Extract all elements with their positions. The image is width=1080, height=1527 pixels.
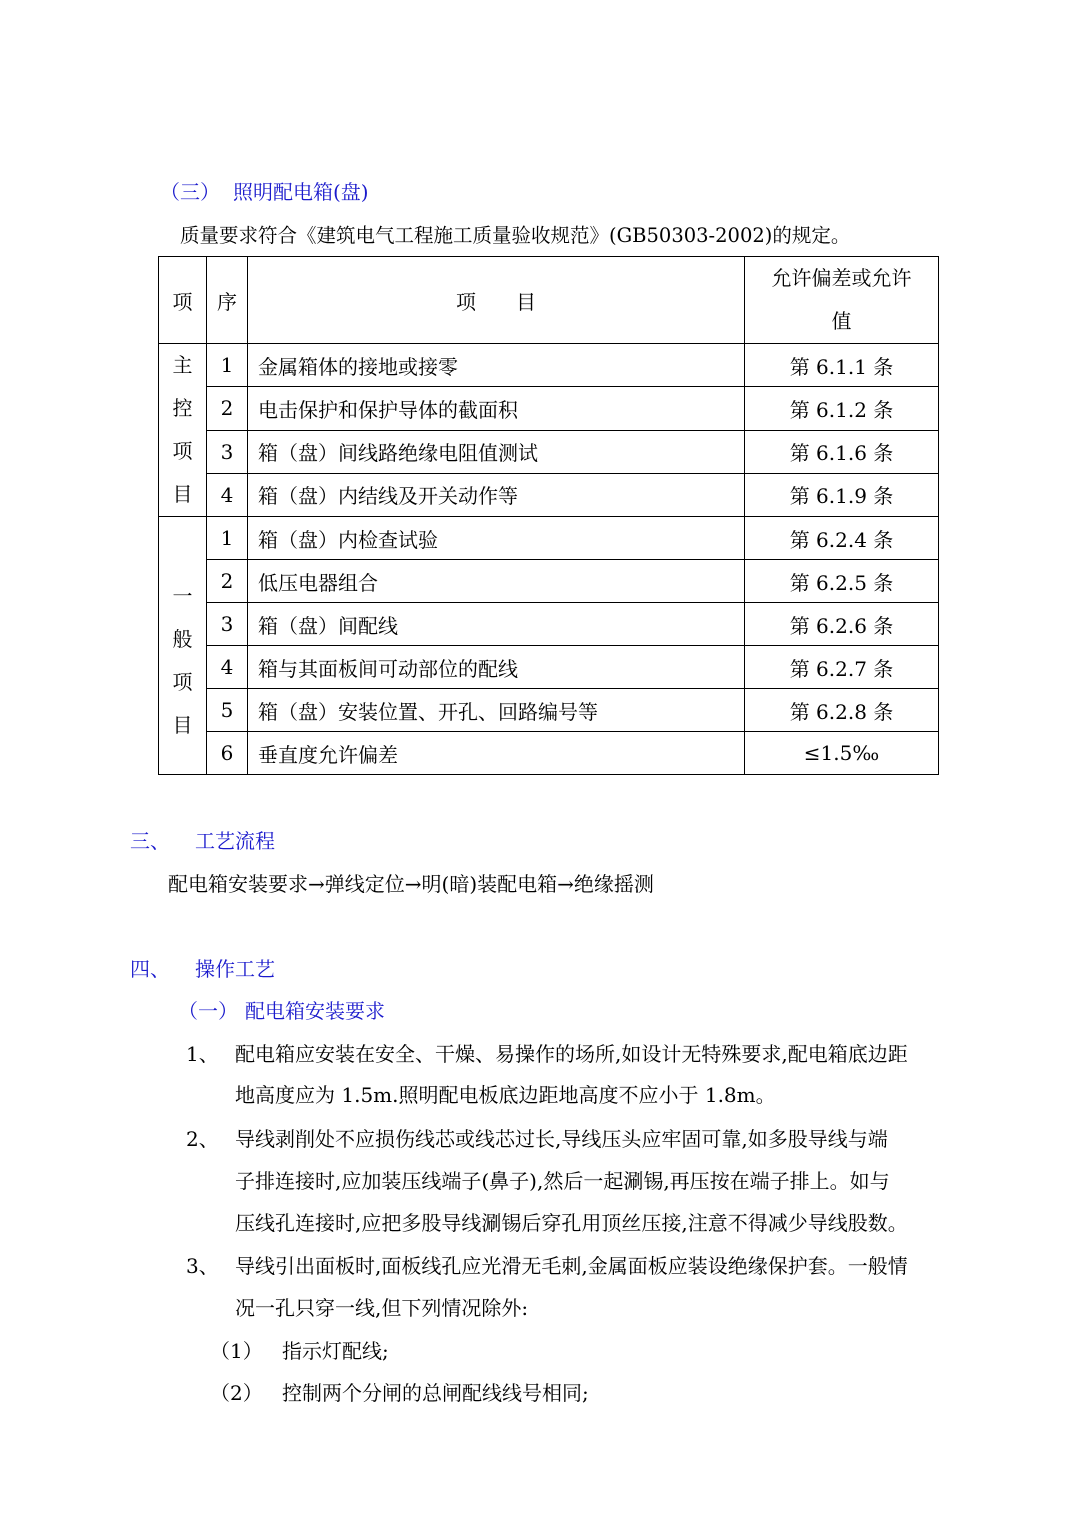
row-item: 箱（盘）间配线 (248, 603, 745, 646)
table-row (159, 430, 939, 473)
row-item: 箱（盘）安装位置、开孔、回路编号等 (248, 689, 745, 732)
point-3-number: 3、 (186, 1254, 219, 1278)
table-row (159, 517, 939, 560)
quality-requirement-text: 质量要求符合《建筑电气工程施工质量验收规范》(GB50303-2002)的规定。 (180, 224, 851, 247)
row-item: 箱与其面板间可动部位的配线 (248, 646, 745, 689)
header-item: 项 目 (248, 257, 745, 344)
subsection-3-number: （三） (160, 180, 220, 204)
row-seq: 4 (207, 646, 248, 689)
section-3-title: 工艺流程 (195, 829, 275, 853)
point-1-line-2: 地高度应为 1.5m.照明配电板底边距地高度不应小于 1.8m。 (235, 1083, 776, 1107)
section-4-title: 操作工艺 (195, 957, 275, 981)
row-seq: 1 (207, 344, 248, 387)
row-value: 第 6.2.6 条 (745, 603, 939, 646)
row-value: ≤1.5‰ (745, 732, 939, 775)
row-value: 第 6.2.7 条 (745, 646, 939, 689)
row-item: 低压电器组合 (248, 560, 745, 603)
section-4-number: 四、 (130, 957, 170, 981)
table-row (159, 732, 939, 775)
point-3-line-1: 导线引出面板时,面板线孔应光滑无毛刺,金属面板应装设绝缘保护套。一般情 (235, 1254, 908, 1278)
row-item: 垂直度允许偏差 (248, 732, 745, 775)
header-allowance-line1: 允许偏差或允许 (771, 266, 912, 290)
table-row (159, 344, 939, 387)
row-seq: 2 (207, 387, 248, 430)
row-seq: 3 (207, 603, 248, 646)
row-seq: 6 (207, 732, 248, 775)
category-main-control: 主 控 项 目 (159, 344, 207, 517)
table-header-row (159, 257, 939, 344)
point-2-line-2: 子排连接时,应加装压线端子(鼻子),然后一起涮锡,再压按在端子排上。如与 (235, 1169, 890, 1193)
table-row (159, 646, 939, 689)
subsection-4-1-number: （一） (178, 999, 238, 1023)
point-1-line-1: 配电箱应安装在安全、干燥、易操作的场所,如设计无特殊要求,配电箱底边距 (235, 1042, 908, 1066)
row-seq: 3 (207, 430, 248, 473)
point-2-line-1: 导线剥削处不应损伤线芯或线芯过长,导线压头应牢固可靠,如多股导线与端 (235, 1127, 888, 1151)
row-value: 第 6.1.9 条 (745, 473, 939, 516)
subpoint-2-text: 控制两个分闸的总闸配线线号相同; (282, 1381, 589, 1405)
quality-table (158, 256, 939, 775)
row-seq: 5 (207, 689, 248, 732)
table-row (159, 387, 939, 430)
table-row (159, 603, 939, 646)
subpoint-2-number: （2） (210, 1381, 263, 1405)
row-item: 箱（盘）间线路绝缘电阻值测试 (248, 430, 745, 473)
row-item: 箱（盘）内结线及开关动作等 (248, 473, 745, 516)
table-row (159, 560, 939, 603)
subsection-4-1-title: 配电箱安装要求 (245, 999, 385, 1023)
row-value: 第 6.2.4 条 (745, 517, 939, 560)
subpoint-1-text: 指示灯配线; (282, 1339, 389, 1363)
row-item: 箱（盘）内检查试验 (248, 517, 745, 560)
row-seq: 2 (207, 560, 248, 603)
table-row (159, 689, 939, 732)
row-value: 第 6.1.1 条 (745, 344, 939, 387)
row-item: 电击保护和保护导体的截面积 (248, 387, 745, 430)
header-allowance-line2: 值 (831, 309, 852, 333)
row-seq: 1 (207, 517, 248, 560)
point-1-number: 1、 (186, 1042, 219, 1066)
row-value: 第 6.2.8 条 (745, 689, 939, 732)
subsection-3-title: 照明配电箱(盘) (233, 180, 369, 204)
table-row (159, 473, 939, 516)
row-value: 第 6.1.6 条 (745, 430, 939, 473)
header-seq: 序 (207, 257, 248, 344)
point-2-number: 2、 (186, 1127, 219, 1151)
section-3-number: 三、 (130, 829, 170, 853)
point-3-line-2: 况一孔只穿一线,但下列情况除外: (235, 1296, 529, 1320)
process-flow-text: 配电箱安装要求→弹线定位→明(暗)装配电箱→绝缘摇测 (168, 872, 654, 896)
header-allowance (745, 257, 939, 344)
header-category: 项 (159, 257, 207, 344)
row-seq: 4 (207, 473, 248, 516)
row-value: 第 6.1.2 条 (745, 387, 939, 430)
subpoint-1-number: （1） (210, 1339, 263, 1363)
row-item: 金属箱体的接地或接零 (248, 344, 745, 387)
row-value: 第 6.2.5 条 (745, 560, 939, 603)
point-2-line-3: 压线孔连接时,应把多股导线涮锡后穿孔用顶丝压接,注意不得减少导线股数。 (235, 1211, 908, 1235)
category-general: 一 般 项 目 (159, 517, 207, 775)
